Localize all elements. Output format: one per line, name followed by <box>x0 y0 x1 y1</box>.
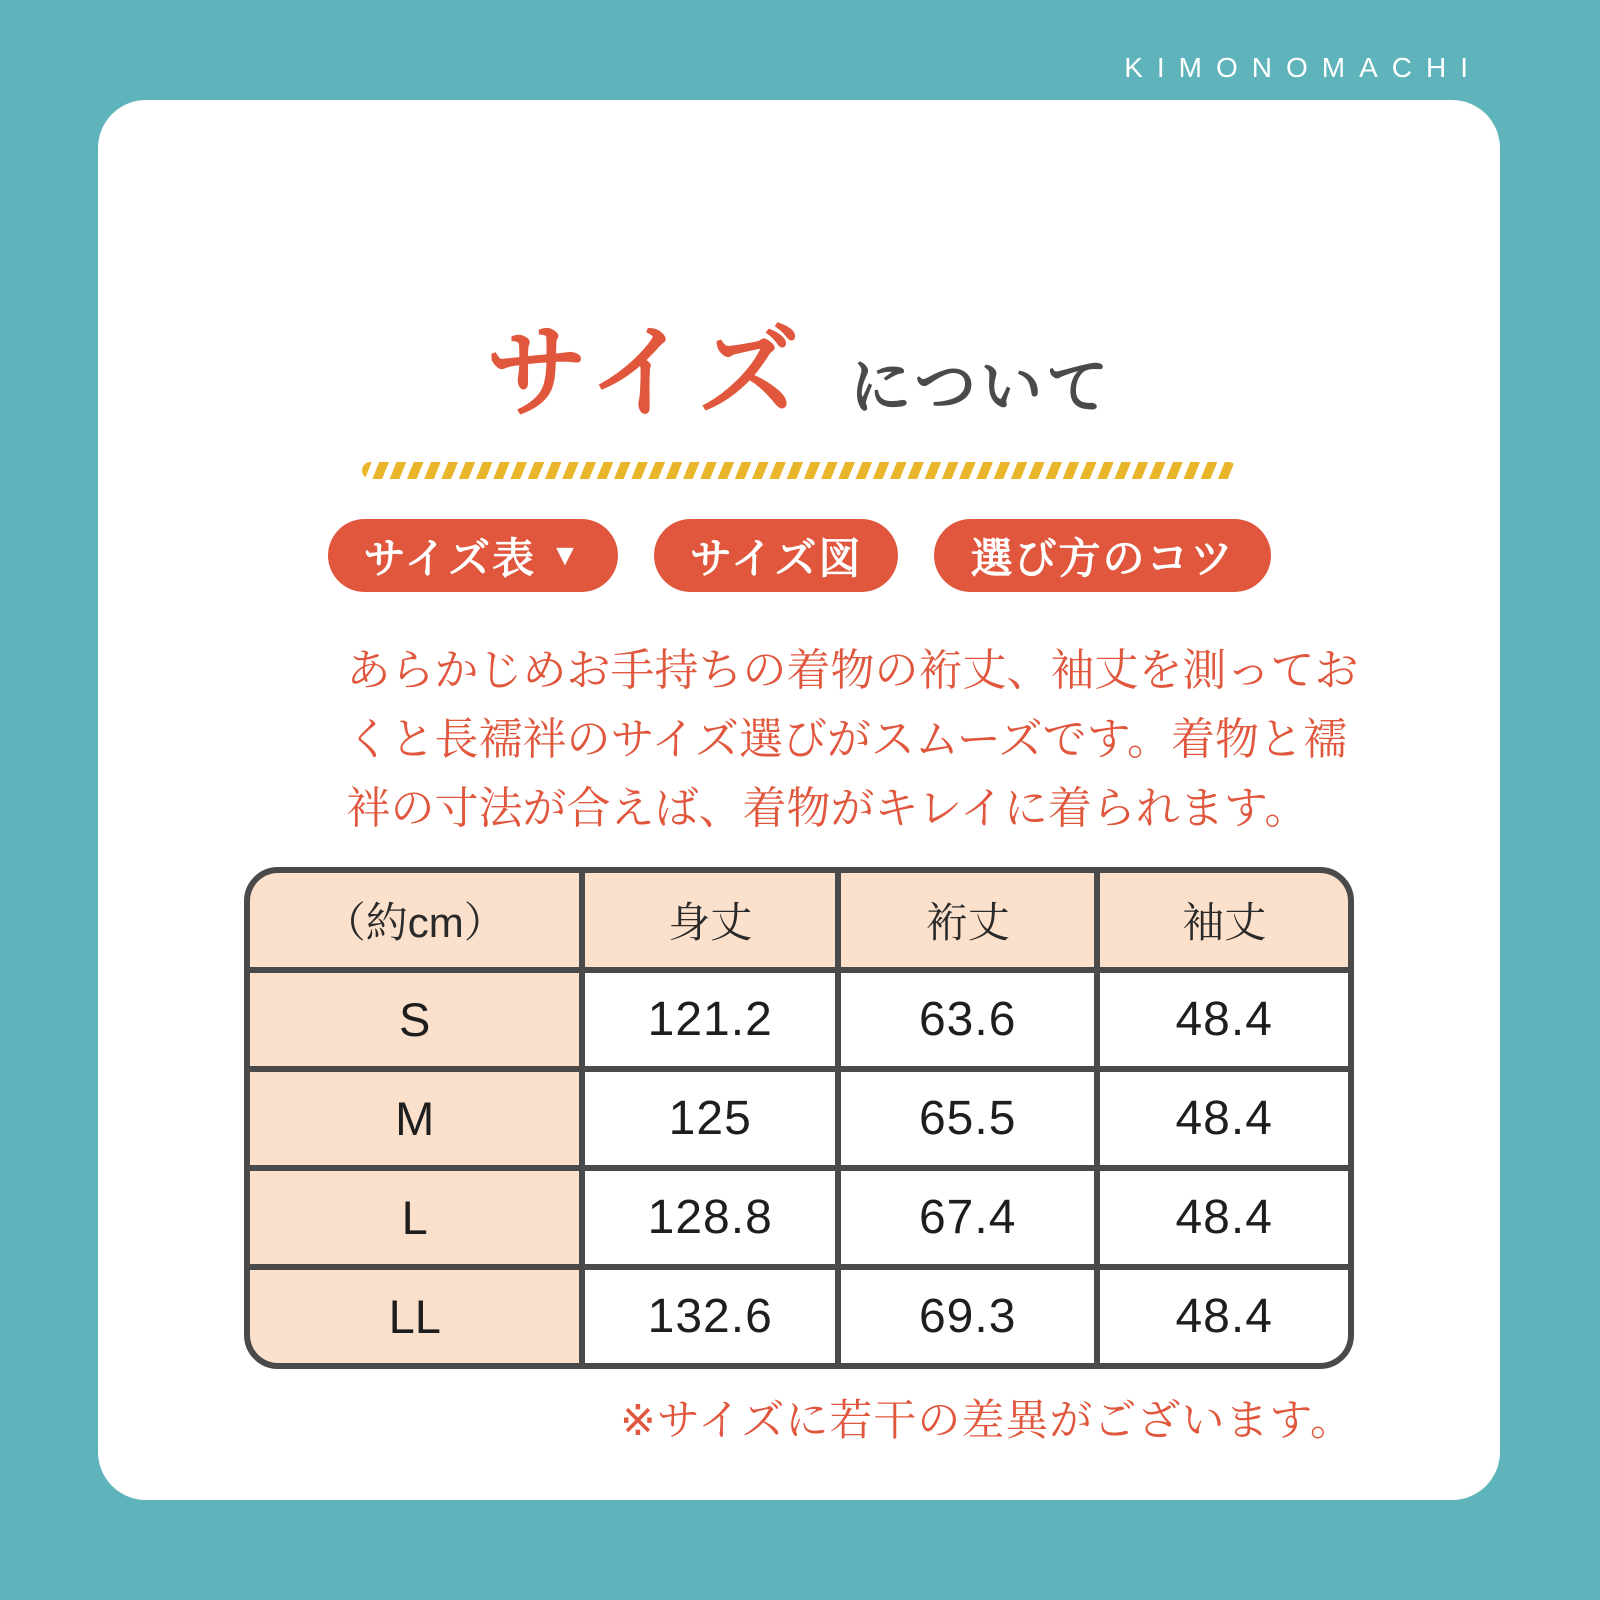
cell-value: 128.8 <box>585 1171 835 1264</box>
size-note: ※サイズに若干の差異がございます。 <box>619 1397 1354 1445</box>
page-title <box>98 316 1500 430</box>
choosing-tips-button-label: 選び方のコツ <box>970 534 1235 582</box>
size-diagram-button[interactable] <box>654 519 899 592</box>
cell-value: 132.6 <box>585 1270 835 1363</box>
table-header-unit: （約cm） <box>250 873 579 967</box>
triangle-down-icon: ▼ <box>550 538 582 572</box>
table-header-body-length: 身丈 <box>585 873 835 967</box>
table-header-sleeve-length: 袖丈 <box>1100 873 1348 967</box>
cell-value: 69.3 <box>841 1270 1094 1363</box>
size-table <box>244 867 1354 1369</box>
cell-value: 65.5 <box>841 1072 1094 1165</box>
description-line: 袢の寸法が合えば、着物がキレイに着られます。 <box>346 784 1309 833</box>
cell-value: 48.4 <box>1100 973 1348 1066</box>
size-diagram-button-label: サイズ図 <box>689 534 863 582</box>
cell-value: 48.4 <box>1100 1270 1348 1363</box>
title-suffix: について <box>849 353 1113 422</box>
cell-value: 48.4 <box>1100 1171 1348 1264</box>
cell-value: 67.4 <box>841 1171 1094 1264</box>
info-card <box>98 100 1500 1500</box>
table-header-sleeve-reach: 裄丈 <box>841 873 1094 967</box>
cell-value: 63.6 <box>841 973 1094 1066</box>
row-label-l: L <box>250 1171 579 1264</box>
brand-logo: KIMONOMACHI <box>1124 52 1482 83</box>
row-label-s: S <box>250 973 579 1066</box>
buttons-row <box>98 519 1500 592</box>
cell-value: 48.4 <box>1100 1072 1348 1165</box>
row-label-ll: LL <box>250 1270 579 1363</box>
cell-value: 121.2 <box>585 973 835 1066</box>
description-text <box>346 636 1359 843</box>
description-line: くと長襦袢のサイズ選びがスムーズです。着物と襦 <box>346 715 1348 764</box>
title-accent: サイズ <box>485 316 808 430</box>
choosing-tips-button[interactable] <box>934 519 1270 592</box>
striped-divider <box>362 462 1237 479</box>
row-label-m: M <box>250 1072 579 1165</box>
size-chart-button[interactable] <box>328 519 618 592</box>
description-line: あらかじめお手持ちの着物の裄丈、袖丈を測ってお <box>346 646 1359 695</box>
cell-value: 125 <box>585 1072 835 1165</box>
size-chart-button-label: サイズ表 <box>363 534 537 582</box>
